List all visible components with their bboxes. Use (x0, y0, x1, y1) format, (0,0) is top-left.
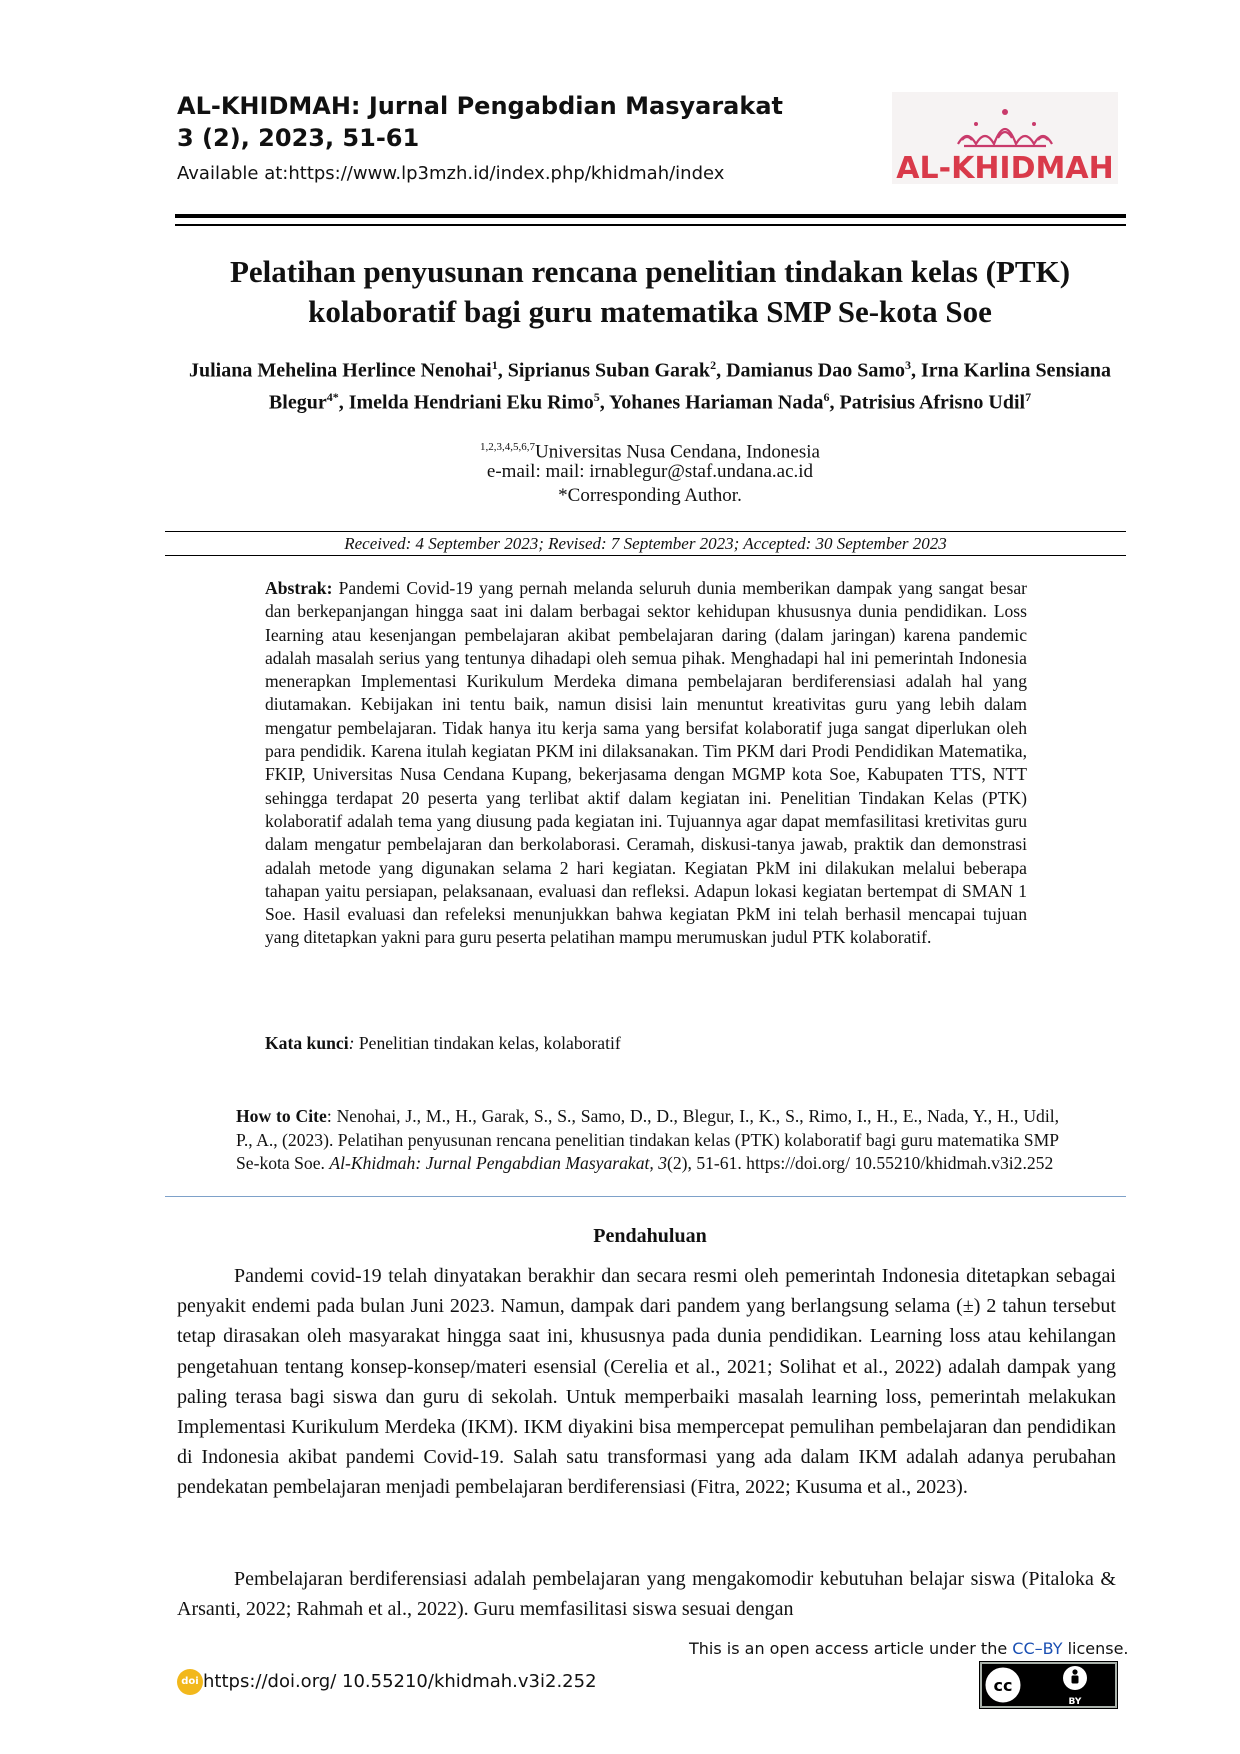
author-name: Siprianus Suban Garak (507, 359, 711, 382)
abstract-label: Abstrak: (265, 578, 333, 598)
author-separator: , (910, 359, 921, 382)
intro-paragraph-1 (177, 1261, 1116, 1503)
cite-journal: Al-Khidmah: Jurnal Pengabdian Masyarakat, 3 (329, 1153, 668, 1173)
section-heading: Pendahuluan (593, 1225, 707, 1247)
journal-issue: 3 (2), 2023, 51-61 (177, 124, 420, 152)
author-affiliation-mark: 4* (326, 389, 339, 404)
author-list (180, 352, 1120, 415)
author-separator: , (497, 359, 508, 382)
header-rule-thick (175, 214, 1126, 218)
paragraph-text: Pembelajaran berdiferensiasi adalah pembelajaran yang mengakomodir kebutuhan belajar siswa (Pitaloka & Arsanti, 2022; Rahmah et al., 2022). Guru memfasilitasi siswa sesuai dengan (177, 1568, 1116, 1621)
doi-link[interactable]: https://doi.org/ 10.55210/khidmah.v3i2.252 (203, 1671, 597, 1692)
author-separator: , (338, 391, 349, 414)
author-name: Yohanes Hariaman Nada (609, 391, 824, 414)
abstract-text: Pandemi Covid-19 yang pernah melanda seluruh dunia memberikan dampak yang sangat besar dan berkepanjangan hingga saat ini dalam berbagai sektor kehidupan khususnya dunia pendidikan. Loss Iearning atau kesenjangan pembelajaran akibat pembelajaran daring (dalam jaringan) karena pandemic adalah masalah serius yang tentunya dihadapi oleh semua pihak. Menghadapi hal ini pemerintah Indonesia menerapkan Implementasi Kurikulum Merdeka dimana pembelajaran berdiferensiasi adalah hal yang diutamakan. Kebijakan ini tentu baik, namun disisi lain menuntut kreativitas guru yang lebih dalam mengatur pembelajaran. Tidak hanya itu kerja sama yang bersifat kolaboratif juga sangat diperlukan oleh para pendidik. Karena itulah kegiatan PKM ini dilaksanakan. Tim PKM dari Prodi Pendidikan Matematika, FKIP, Universitas Nusa Cendana Kupang, bekerjasama dengan MGMP kota Soe, Kabupaten TTS, NTT sehingga terdapat 20 peserta yang terlibat aktif dalam kegiatan ini. Penelitian Tindakan Kelas (PTK) kolaboratif adalah tema yang diusung pada kegiatan ini. Tujuannya agar dapat memfasilitasi kretivitas guru dalam mengatur pembelajaran dan berkolaborasi. Ceramah, diskusi-tanya jawab, praktik dan demonstrasi adalah metode yang digunakan selama 2 hari kegiatan. Kegiatan PkM ini dilakukan melalui beberapa tahapan yaitu persiapan, pelaksanaan, evaluasi dan refleksi. Adapun lokasi kegiatan bertempat di SMAN 1 Soe. Hasil evaluasi dan refeleksi menunjukkan bahwa kegiatan PkM ini telah berhasil mencapai tujuan yang ditetapkan yakni para guru peserta pelatihan mampu merumuskan judul PTK kolaboratif. (265, 578, 1027, 948)
keywords-text: Penelitian tindakan kelas, kolaboratif (354, 1033, 621, 1053)
article-title-line1: Pelatihan penyusunan rencana penelitian tindakan kelas (PTK) (229, 254, 1071, 289)
keywords-label: Kata kunci (265, 1033, 349, 1053)
author-email[interactable]: e-mail: mail: irnablegur@staf.undana.ac.id (486, 461, 814, 482)
logo-text: AL-KHIDMAH (896, 151, 1114, 184)
corresponding-note: *Corresponding Author. (558, 485, 742, 506)
dates-rule-bottom (165, 555, 1126, 556)
header-rule-thin (175, 224, 1126, 226)
cite-text: : Nenohai, J., M., H., Garak, S., S., Samo, D., D., Blegur, I., K., S., Rimo, I., H., E., Nada, Y., H., Udil, P., A., (2023). Pelatihan penyusunan rencana penelitian tindakan kelas (PTK) kolaboratif bagi guru matematika SMP Se-kota Soe. (236, 1106, 1059, 1173)
journal-url[interactable]: Available at:https://www.lp3mzh.id/index.php/khidmah/index (177, 163, 725, 184)
affiliation-text: Universitas Nusa Cendana, Indonesia (535, 441, 820, 463)
author-name: Damianus Dao Samo (726, 359, 905, 382)
journal-logo (892, 92, 1118, 184)
license-link[interactable]: CC–BY (1012, 1639, 1063, 1658)
journal-title: AL-KHIDMAH: Jurnal Pengabdian Masyarakat (177, 92, 783, 120)
keywords-colon: : (348, 1033, 355, 1053)
article-dates: Received: 4 September 2023; Revised: 7 September 2023; Accepted: 30 September 2023 (344, 534, 947, 553)
author-separator: , (829, 391, 840, 414)
abstract (265, 577, 1027, 950)
author-affiliation-mark: 3 (904, 358, 911, 372)
author-name: Imelda Hendriani Eku Rimo (348, 391, 594, 414)
article-title-line2: kolaboratif bagi guru matematika SMP Se-kota Soe (308, 294, 992, 329)
author-affiliation-mark: 1 (491, 358, 498, 372)
affiliation-sup: 1,2,3,4,5,6,7 (480, 441, 536, 453)
intro-paragraph-2 (177, 1564, 1116, 1624)
author-separator: , (599, 391, 610, 414)
by-label: BY (1068, 1697, 1082, 1707)
article-title (160, 252, 1140, 332)
doi-icon: doi (177, 1669, 203, 1695)
author-name: Irna Karlina Sensiana Blegur (268, 359, 1112, 414)
cc-by-badge[interactable] (979, 1661, 1118, 1709)
how-to-cite (236, 1105, 1059, 1176)
cc-icon-label: cc (993, 1676, 1013, 1695)
citation-rule (165, 1196, 1126, 1197)
cite-tail: (2), 51-61. https://doi.org/ 10.55210/khidmah.v3i2.252 (667, 1153, 1054, 1173)
author-affiliation-mark: 5 (593, 389, 600, 404)
author-separator: , (716, 359, 727, 382)
author-name: Patrisius Afrisno Udil (839, 391, 1026, 414)
license-note (689, 1639, 1129, 1659)
license-after: license. (1062, 1639, 1129, 1658)
keywords (265, 1032, 1027, 1055)
dates-rule-top (165, 531, 1126, 532)
author-name: Juliana Mehelina Herlince Nenohai (188, 359, 492, 382)
license-before: This is an open access article under the (689, 1639, 1013, 1658)
author-affiliation-mark: 2 (710, 358, 717, 372)
author-affiliation-mark: 7 (1025, 389, 1032, 404)
author-affiliation-mark: 6 (823, 389, 830, 404)
cite-label: How to Cite (236, 1106, 327, 1126)
paragraph-text: Pandemi covid-19 telah dinyatakan berakhir dan secara resmi oleh pemerintah Indonesia ditetapkan sebagai penyakit endemi pada bulan Juni 2023. Namun, dampak dari pandem yang berlangsung selama (±) 2 tahun tersebut tetap dirasakan oleh masyarakat hingga saat ini, khususnya pada dunia pendidikan. Learning loss atau kehilangan pengetahuan tentang konsep-konsep/materi esensial (Cerelia et al., 2021; Solihat et al., 2022) adalah dampak yang paling terasa bagi siswa dan guru di sekolah. Untuk memperbaiki masalah learning loss, pemerintah melakukan Implementasi Kurikulum Merdeka (IKM). IKM diyakini bisa mempercepat pemulihan pembelajaran dan pendidikan di Indonesia akibat pandemi Covid-19. Salah satu transformasi yang ada dalam IKM adalah adanya perubahan pendekatan pembelajaran menjadi pembelajaran berdiferensiasi (Fitra, 2022; Kusuma et al., 2023). (177, 1265, 1116, 1499)
